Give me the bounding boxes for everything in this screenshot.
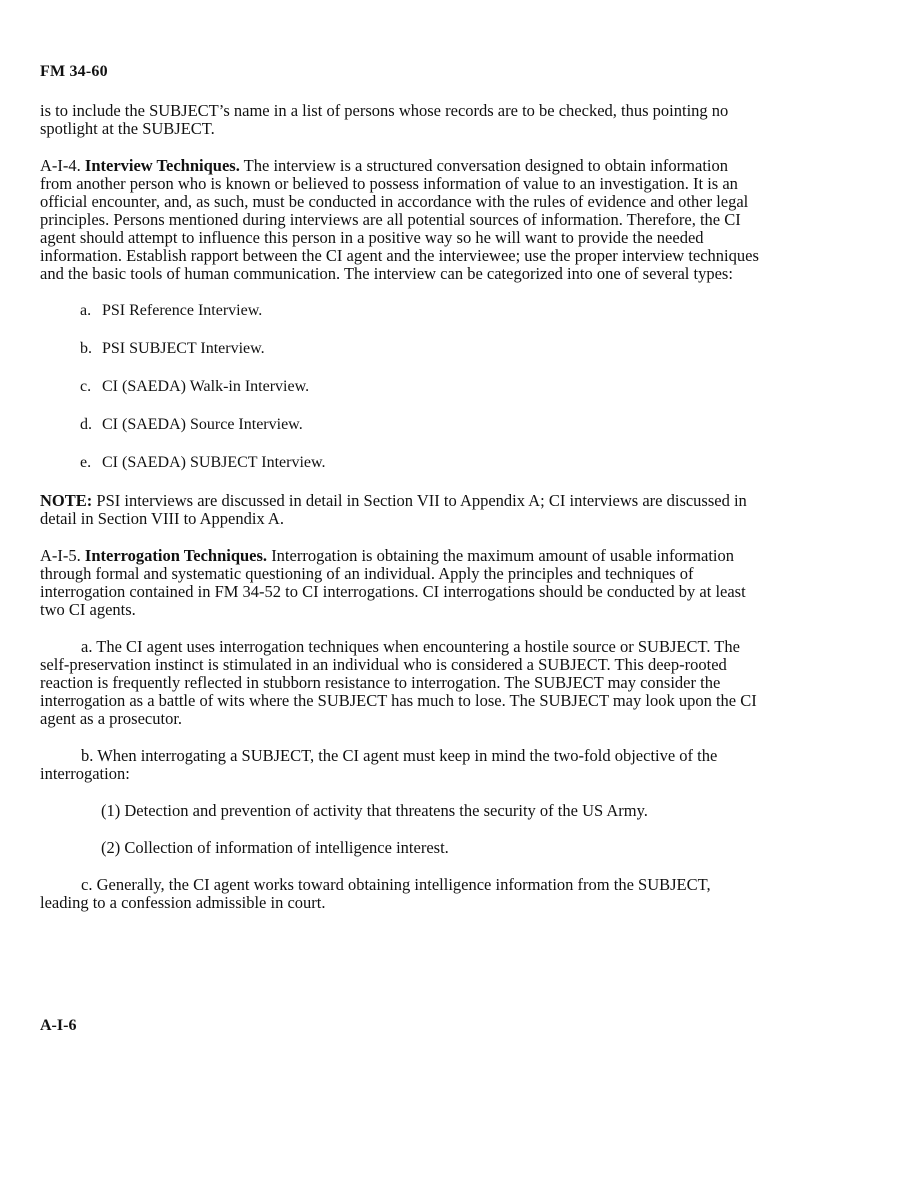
section-a-i-4-title: Interview Techniques. xyxy=(84,156,240,175)
section-a-i-5-text: Interrogation is obtaining the maximum amount of usable information through formal and systematic questioning of an individual. Apply the principles and techniques of interrogation contained in FM 34-52 to CI interrogations. CI interrogations should be conducted by at least two CI agents. xyxy=(40,546,746,619)
note-paragraph xyxy=(40,492,760,528)
note-label: NOTE: xyxy=(40,491,93,510)
list-item-text: CI (SAEDA) SUBJECT Interview. xyxy=(102,454,326,471)
list-item-letter: e. xyxy=(80,454,92,471)
section-a-i-5-number: A-I-5. xyxy=(40,546,81,565)
section-a-i-4-number: A-I-4. xyxy=(40,156,81,175)
section-a-i-4-text: The interview is a structured conversation designed to obtain information from another person who is known or believed to possess information of value to an investigation. It is an official encounter, and, as such, must be conducted in accordance with the rules of evidence and other legal principles. Persons mentioned during interviews are all potential sources of information. Therefore, the CI agent should attempt to influence this person in a positive way so he will want to provide the needed information. Establish rapport between the CI agent and the interviewee; use the proper interview techniques and the basic tools of human communication. The interview can be categorized into one of several types: xyxy=(40,156,759,283)
list-item-letter: d. xyxy=(80,416,92,433)
list-item-letter: c. xyxy=(80,378,92,395)
page-body xyxy=(40,102,760,912)
section-a-i-5-paragraph xyxy=(40,547,760,619)
page-header-doc-id: FM 34-60 xyxy=(40,63,108,80)
list-item-text: CI (SAEDA) Walk-in Interview. xyxy=(102,378,310,395)
list-item xyxy=(80,302,760,320)
paragraph-b: b. When interrogating a SUBJECT, the CI agent must keep in mind the two-fold objective of the interrogation: xyxy=(40,746,718,783)
list-item xyxy=(80,416,760,434)
list-item xyxy=(80,378,760,396)
section-a-i-4-paragraph xyxy=(40,157,760,283)
objective-2: (2) Collection of information of intelligence interest. xyxy=(101,838,449,857)
page-footer-number: A-I-6 xyxy=(40,1017,77,1034)
paragraph-c: c. Generally, the CI agent works toward obtaining intelligence information from the SUBJECT, leading to a confession admissible in court. xyxy=(40,875,711,912)
list-item xyxy=(80,340,760,358)
interview-types-list xyxy=(40,302,760,472)
section-a-i-5-title: Interrogation Techniques. xyxy=(84,546,268,565)
note-text: PSI interviews are discussed in detail in Section VII to Appendix A; CI interviews are discussed in detail in Section VIII to Appendix A. xyxy=(40,491,747,528)
paragraph-a: a. The CI agent uses interrogation techniques when encountering a hostile source or SUBJECT. The self-preservation instinct is stimulated in an individual who is considered a SUBJECT. This deep-rooted reaction is frequently reflected in stubborn resistance to interrogation. The SUBJECT may consider the interrogation as a battle of wits where the SUBJECT has much to lose. The SUBJECT may look upon the CI agent as a prosecutor. xyxy=(40,637,757,728)
list-item-letter: b. xyxy=(80,340,92,357)
list-item-text: CI (SAEDA) Source Interview. xyxy=(102,416,303,433)
list-item-text: PSI Reference Interview. xyxy=(102,302,263,319)
objective-1: (1) Detection and prevention of activity that threatens the security of the US Army. xyxy=(101,801,648,820)
list-item-letter: a. xyxy=(80,302,92,319)
intro-paragraph: is to include the SUBJECT’s name in a list of persons whose records are to be checked, thus pointing no spotlight at the SUBJECT. xyxy=(40,101,729,138)
list-item-text: PSI SUBJECT Interview. xyxy=(102,340,265,357)
list-item xyxy=(80,454,760,472)
